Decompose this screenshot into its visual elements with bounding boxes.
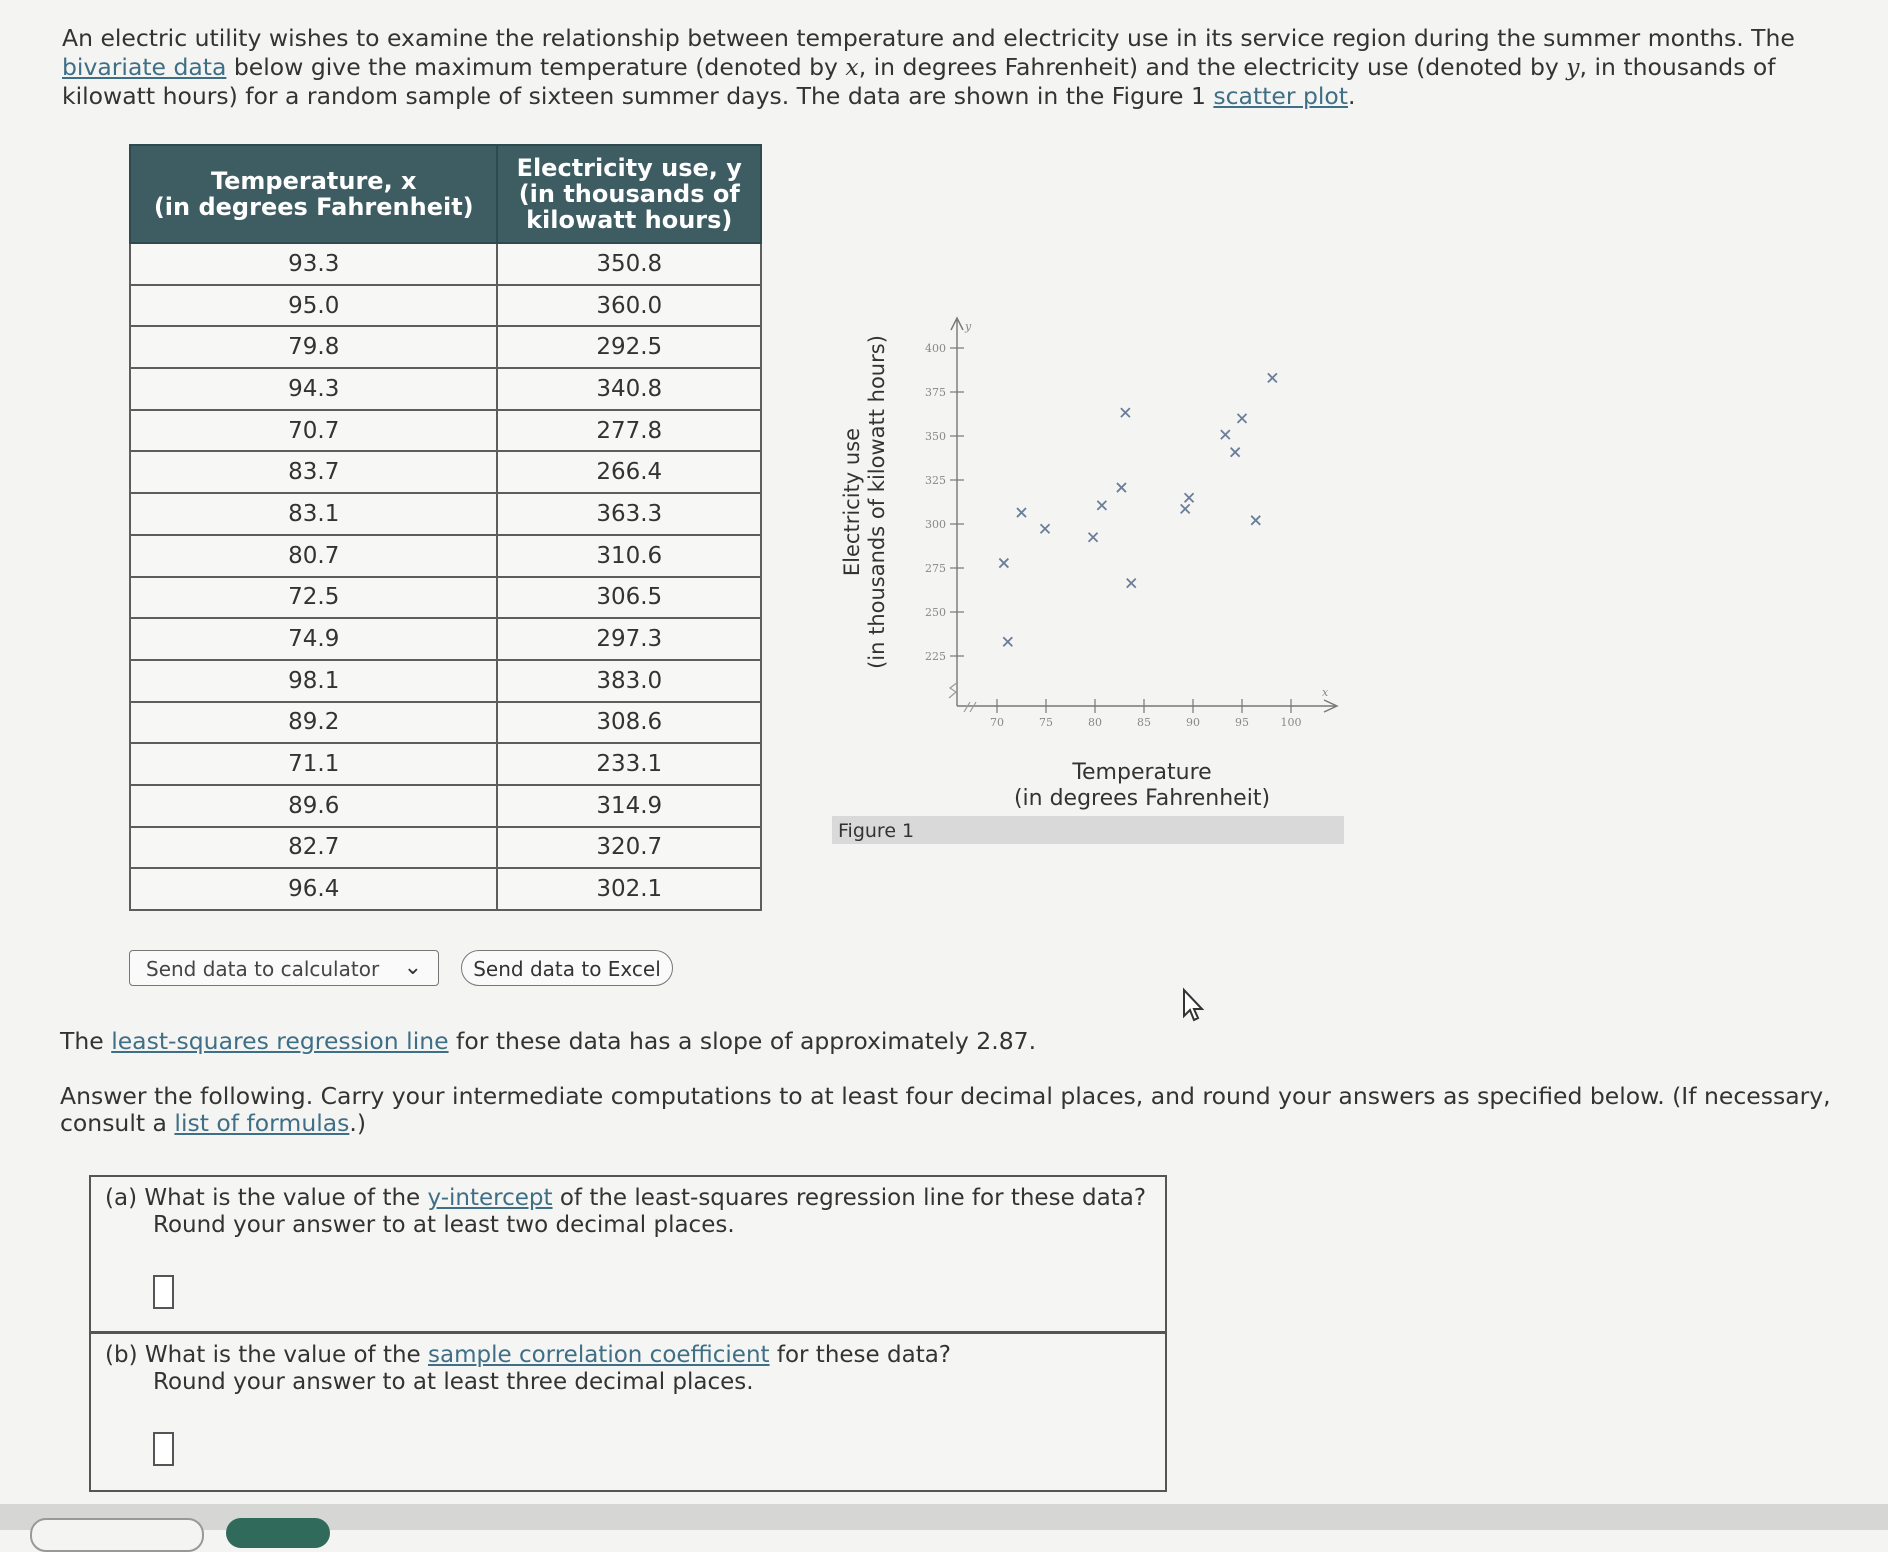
header-electricity xyxy=(497,145,761,243)
y-axis-letter: y xyxy=(965,320,972,333)
table-row xyxy=(130,743,761,785)
send-to-calculator-label: Send data to calculator xyxy=(146,957,380,981)
y-tick-label: 400 xyxy=(925,342,946,355)
scatter-point xyxy=(1268,373,1277,382)
electricity-cell: 310.6 xyxy=(497,535,761,577)
x-axis-label xyxy=(982,760,1302,812)
table-row xyxy=(130,535,761,577)
bottom-primary-button[interactable] xyxy=(226,1518,330,1548)
question-a xyxy=(89,1175,1167,1333)
table-row xyxy=(130,868,761,910)
scatter-point xyxy=(1017,508,1026,517)
electricity-cell: 302.1 xyxy=(497,868,761,910)
question-a-pre: (a) What is the value of the xyxy=(105,1185,428,1211)
table-row xyxy=(130,285,761,327)
table-row xyxy=(130,827,761,869)
question-a-text xyxy=(105,1185,1146,1239)
table-row xyxy=(130,326,761,368)
x-axis-letter: x xyxy=(1322,686,1329,699)
var-x: x xyxy=(845,53,859,81)
intro-text-4: , in thousands of kilowatt hours) for a random sample of sixteen summer days. The data are shown in the Figure 1 xyxy=(62,53,1776,110)
y-axis-label-l2: (in thousands of kilowatt hours) xyxy=(865,335,889,669)
temperature-cell: 89.6 xyxy=(130,785,497,827)
temperature-cell: 83.7 xyxy=(130,451,497,493)
x-tick-label: 70 xyxy=(990,716,1004,729)
electricity-cell: 360.0 xyxy=(497,285,761,327)
temperature-cell: 79.8 xyxy=(130,326,497,368)
x-tick-label: 95 xyxy=(1235,716,1249,729)
temperature-cell: 74.9 xyxy=(130,618,497,660)
electricity-cell: 266.4 xyxy=(497,451,761,493)
slope-statement xyxy=(60,1027,1036,1055)
data-table xyxy=(129,144,762,911)
y-axis-label xyxy=(840,300,890,704)
intro-text-2: below give the maximum temperature (denoted by xyxy=(226,53,846,81)
scatter-point xyxy=(1041,524,1050,533)
electricity-cell: 320.7 xyxy=(497,827,761,869)
temperature-cell: 80.7 xyxy=(130,535,497,577)
intro-text-1: An electric utility wishes to examine the relationship between temperature and electricity use in its service region during the summer months. The xyxy=(62,24,1795,52)
var-y: y xyxy=(1566,53,1580,81)
y-tick-label: 350 xyxy=(925,430,946,443)
header-temperature xyxy=(130,145,497,243)
y-tick-label: 275 xyxy=(925,562,946,575)
table-header-row xyxy=(130,145,761,243)
y-tick-label: 225 xyxy=(925,650,946,663)
problem-intro xyxy=(62,24,1862,111)
scatter-plot xyxy=(832,300,1344,729)
temperature-cell: 83.1 xyxy=(130,493,497,535)
table-row xyxy=(130,243,761,285)
header-electricity-l3: kilowatt hours) xyxy=(526,206,733,234)
scatter-figure xyxy=(832,300,1344,848)
temperature-cell: 95.0 xyxy=(130,285,497,327)
scatter-point xyxy=(1231,448,1240,457)
electricity-cell: 340.8 xyxy=(497,368,761,410)
least-squares-link[interactable]: least-squares regression line xyxy=(111,1027,449,1055)
temperature-cell: 82.7 xyxy=(130,827,497,869)
y-tick-label: 300 xyxy=(925,518,946,531)
question-a-post: of the least-squares regression line for these data? xyxy=(552,1185,1147,1211)
instructions-end: .) xyxy=(349,1109,367,1137)
x-tick-label: 80 xyxy=(1088,716,1102,729)
scatter-point xyxy=(1097,501,1106,510)
scatter-point xyxy=(1221,430,1230,439)
y-tick-label: 325 xyxy=(925,474,946,487)
scatter-point xyxy=(1121,408,1130,417)
scatter-point xyxy=(1127,579,1136,588)
table-row xyxy=(130,493,761,535)
electricity-cell: 383.0 xyxy=(497,660,761,702)
intro-text-5: . xyxy=(1348,82,1356,110)
answer-a-input[interactable] xyxy=(153,1275,174,1309)
scatter-point xyxy=(1003,637,1012,646)
y-tick-label: 375 xyxy=(925,386,946,399)
instructions-text: Answer the following. Carry your intermediate computations to at least four decimal places, and round your answers as specified below. (If necessary, consult a xyxy=(60,1082,1831,1137)
electricity-cell: 297.3 xyxy=(497,618,761,660)
table-row xyxy=(130,410,761,452)
mouse-pointer-icon xyxy=(1182,988,1206,1026)
table-row xyxy=(130,660,761,702)
table-row xyxy=(130,577,761,619)
x-axis-break xyxy=(964,702,976,712)
temperature-cell: 70.7 xyxy=(130,410,497,452)
scatter-point xyxy=(1089,533,1098,542)
intro-text-3: , in degrees Fahrenheit) and the electricity use (denoted by xyxy=(858,53,1567,81)
temperature-cell: 96.4 xyxy=(130,868,497,910)
scatter-point xyxy=(1185,493,1194,502)
scatter-point xyxy=(1238,414,1247,423)
electricity-cell: 277.8 xyxy=(497,410,761,452)
figure-caption: Figure 1 xyxy=(832,816,1344,844)
header-temperature-l1: Temperature, x xyxy=(210,167,417,195)
temperature-cell: 72.5 xyxy=(130,577,497,619)
electricity-cell: 308.6 xyxy=(497,702,761,744)
x-tick-label: 85 xyxy=(1137,716,1151,729)
table-row xyxy=(130,451,761,493)
electricity-cell: 350.8 xyxy=(497,243,761,285)
header-temperature-l2: (in degrees Fahrenheit) xyxy=(153,193,474,221)
electricity-cell: 306.5 xyxy=(497,577,761,619)
table-row xyxy=(130,702,761,744)
send-to-excel-button[interactable] xyxy=(461,950,673,986)
slope-text-pre: The xyxy=(60,1027,112,1055)
question-b-text xyxy=(105,1342,951,1396)
electricity-cell: 363.3 xyxy=(497,493,761,535)
table-row xyxy=(130,618,761,660)
question-a-subtext: Round your answer to at least two decimal places. xyxy=(153,1212,735,1238)
x-axis-label-l1: Temperature xyxy=(1072,760,1212,785)
list-of-formulas-link[interactable]: list of formulas xyxy=(174,1109,350,1137)
electricity-cell: 314.9 xyxy=(497,785,761,827)
chevron-down-icon: ⌄ xyxy=(403,955,422,980)
send-to-excel-label: Send data to Excel xyxy=(473,957,661,981)
electricity-cell: 292.5 xyxy=(497,326,761,368)
scatter-plot-link[interactable]: scatter plot xyxy=(1213,82,1349,110)
table-row xyxy=(130,368,761,410)
scatter-point xyxy=(999,559,1008,568)
x-tick-label: 100 xyxy=(1280,716,1302,729)
correlation-coefficient-link[interactable]: sample correlation coefficient xyxy=(428,1342,770,1368)
question-b-subtext: Round your answer to at least three decimal places. xyxy=(153,1369,754,1395)
bivariate-data-link[interactable]: bivariate data xyxy=(62,53,227,81)
y-intercept-link[interactable]: y-intercept xyxy=(427,1185,553,1211)
question-b-post: for these data? xyxy=(769,1342,952,1368)
y-axis-label-l1: Electricity use xyxy=(840,427,864,577)
temperature-cell: 93.3 xyxy=(130,243,497,285)
question-b xyxy=(89,1332,1167,1492)
x-axis-label-l2: (in degrees Fahrenheit) xyxy=(1013,786,1271,811)
instructions xyxy=(60,1083,1840,1137)
x-tick-label: 75 xyxy=(1039,716,1053,729)
header-electricity-l1: Electricity use, y xyxy=(516,154,742,182)
temperature-cell: 94.3 xyxy=(130,368,497,410)
y-tick-label: 250 xyxy=(925,606,946,619)
table-row xyxy=(130,785,761,827)
temperature-cell: 89.2 xyxy=(130,702,497,744)
header-electricity-l2: (in thousands of xyxy=(518,180,740,208)
scatter-point xyxy=(1181,504,1190,513)
slope-text-post: for these data has a slope of approximately 2.87. xyxy=(448,1027,1037,1055)
electricity-cell: 233.1 xyxy=(497,743,761,785)
scatter-point xyxy=(1251,516,1260,525)
question-b-pre: (b) What is the value of the xyxy=(105,1342,429,1368)
answer-b-input[interactable] xyxy=(153,1432,174,1466)
x-tick-label: 90 xyxy=(1186,716,1200,729)
send-to-calculator-button[interactable] xyxy=(129,950,439,986)
bottom-secondary-button[interactable] xyxy=(30,1518,204,1552)
scatter-point xyxy=(1117,483,1126,492)
temperature-cell: 98.1 xyxy=(130,660,497,702)
temperature-cell: 71.1 xyxy=(130,743,497,785)
